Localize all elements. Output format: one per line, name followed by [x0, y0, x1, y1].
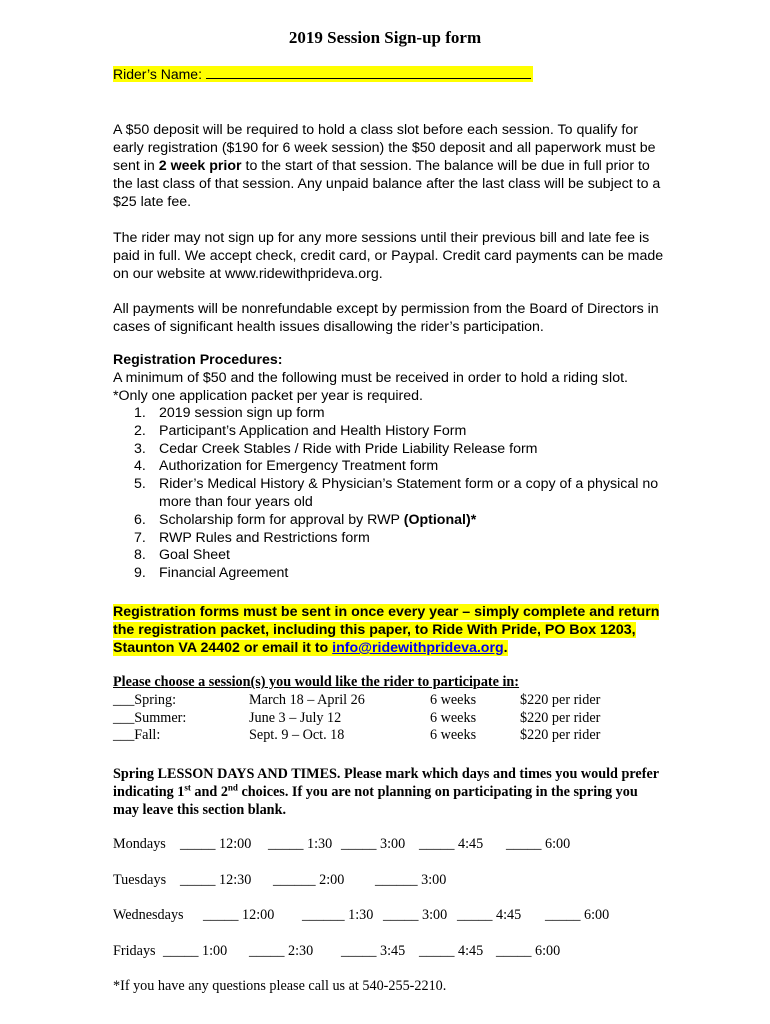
session-name[interactable]: ___Summer:	[113, 709, 187, 726]
text-line: sent in 2 week prior to the start of that session. The balance will be due in full prior to	[113, 158, 650, 174]
time-slot[interactable]: _____ 3:00	[383, 907, 448, 923]
text-line: $25 late fee.	[113, 194, 192, 210]
list-item: 7. RWP Rules and Restrictions form	[134, 529, 370, 546]
bill-paragraph	[113, 229, 713, 283]
session-name[interactable]: ___Fall:	[113, 727, 161, 744]
text-line: All payments will be nonrefundable except by permission from the Board of Directors in	[113, 301, 659, 317]
text-line: Spring LESSON DAYS AND TIMES. Please mark which days and times you would prefer	[113, 766, 660, 782]
session-price: $220 per rider	[520, 727, 601, 744]
notice-line: Staunton VA 24402 or email it to info@ridewithprideva.org.	[113, 640, 508, 656]
list-item: 1. 2019 session sign up form	[134, 405, 325, 421]
time-slot[interactable]: _____ 6:00	[496, 943, 561, 959]
time-slot[interactable]: _____ 6:00	[506, 836, 571, 852]
session-heading: Please choose a session(s) you would like the rider to participate in:	[113, 674, 520, 690]
page-title: 2019 Session Sign-up form	[288, 28, 482, 47]
time-slot[interactable]: _____ 1:00	[163, 943, 228, 959]
time-slot[interactable]: _____ 4:45	[457, 907, 522, 923]
session-length: 6 weeks	[430, 709, 477, 726]
time-slot[interactable]: _____ 6:00	[545, 907, 610, 923]
text-line: cases of significant health issues disallowing the rider’s participation.	[113, 319, 544, 335]
day-label: Wednesdays	[113, 907, 184, 923]
session-dates: Sept. 9 – Oct. 18	[249, 727, 345, 744]
list-item: more than four years old	[159, 493, 313, 510]
text-line: paid in full. We accept check, credit card, or Paypal. Credit card payments can be made	[113, 248, 664, 264]
deposit-paragraph	[113, 121, 713, 211]
text-line: A minimum of $50 and the following must be received in order to hold a riding slot.	[113, 369, 628, 386]
rider-name-field[interactable]	[113, 66, 533, 82]
list-item: 8. Goal Sheet	[134, 547, 230, 564]
list-item: 6. Scholarship form for approval by RWP (Optional)*	[134, 511, 477, 528]
time-slot[interactable]: ______ 3:00	[375, 872, 447, 888]
session-dates: March 18 – April 26	[249, 691, 365, 708]
refund-paragraph	[113, 300, 713, 336]
text-line: The rider may not sign up for any more sessions until their previous bill and late fee is	[113, 230, 650, 246]
time-slot[interactable]: _____ 4:45	[419, 943, 484, 959]
email-link[interactable]: info@ridewithprideva.org	[332, 640, 504, 656]
session-length: 6 weeks	[430, 727, 477, 744]
optional-tag: (Optional)*	[403, 511, 477, 528]
session-name[interactable]: ___Spring:	[113, 691, 177, 708]
required-documents-list	[113, 405, 658, 583]
registration-procedures	[113, 352, 713, 405]
time-slot[interactable]: _____ 2:30	[249, 943, 314, 959]
day-label: Mondays	[113, 836, 166, 852]
text-line: on our website at www.ridewithprideva.org.	[113, 266, 383, 282]
time-slot[interactable]: _____ 3:00	[341, 836, 406, 852]
session-price: $220 per rider	[520, 691, 601, 708]
text-line: early registration ($190 for 6 week session) the $50 deposit and all paperwork must be	[113, 140, 656, 156]
time-slot[interactable]: _____ 3:45	[341, 943, 406, 959]
time-slot[interactable]: _____ 12:30	[180, 872, 252, 888]
text-line: may leave this section blank.	[113, 802, 287, 818]
time-slot[interactable]: _____ 4:45	[419, 836, 484, 852]
list-item: 3. Cedar Creek Stables / Ride with Pride Liability Release form	[134, 440, 538, 457]
list-item: 4. Authorization for Emergency Treatment form	[134, 458, 439, 475]
time-slot[interactable]: _____ 1:30	[268, 836, 333, 852]
text-line: *Only one application packet per year is required.	[113, 387, 423, 404]
rider-name-blank[interactable]	[206, 66, 531, 79]
notice-line: the registration packet, including this paper, to Ride With Pride, PO Box 1203,	[113, 622, 636, 638]
time-slot[interactable]: ______ 2:00	[273, 872, 345, 888]
day-label: Fridays	[113, 943, 156, 959]
time-slot[interactable]: _____ 12:00	[180, 836, 252, 852]
spring-lesson-instructions	[113, 765, 713, 819]
text-line: the last class of that session. Any unpaid balance after the last class will be subject to a	[113, 176, 661, 192]
list-item: 5. Rider’s Medical History & Physician’s Statement form or a copy of a physical no	[134, 476, 659, 493]
two-week-emphasis: 2 week prior	[158, 158, 242, 174]
contact-footer: *If you have any questions please call us at 540-255-2210.	[113, 978, 447, 994]
day-label: Tuesdays	[113, 872, 167, 888]
text-line: indicating 1st and 2nd choices. If you are not planning on participating in the spring you	[113, 782, 638, 800]
rider-name-label: Rider’s Name:	[113, 66, 202, 82]
list-item: 2. Participant’s Application and Health History Form	[134, 422, 467, 439]
registration-heading: Registration Procedures:	[113, 352, 283, 368]
list-item: 9. Financial Agreement	[134, 565, 289, 582]
time-slot[interactable]: ______ 1:30	[302, 907, 374, 923]
time-slot[interactable]: _____ 12:00	[203, 907, 275, 923]
session-dates: June 3 – July 12	[249, 709, 342, 726]
notice-line: Registration forms must be sent in once every year – simply complete and return	[113, 604, 660, 620]
session-price: $220 per rider	[520, 709, 601, 726]
text-line: A $50 deposit will be required to hold a class slot before each session. To qualify for	[113, 122, 638, 138]
session-length: 6 weeks	[430, 691, 477, 708]
registration-notice	[113, 603, 713, 657]
